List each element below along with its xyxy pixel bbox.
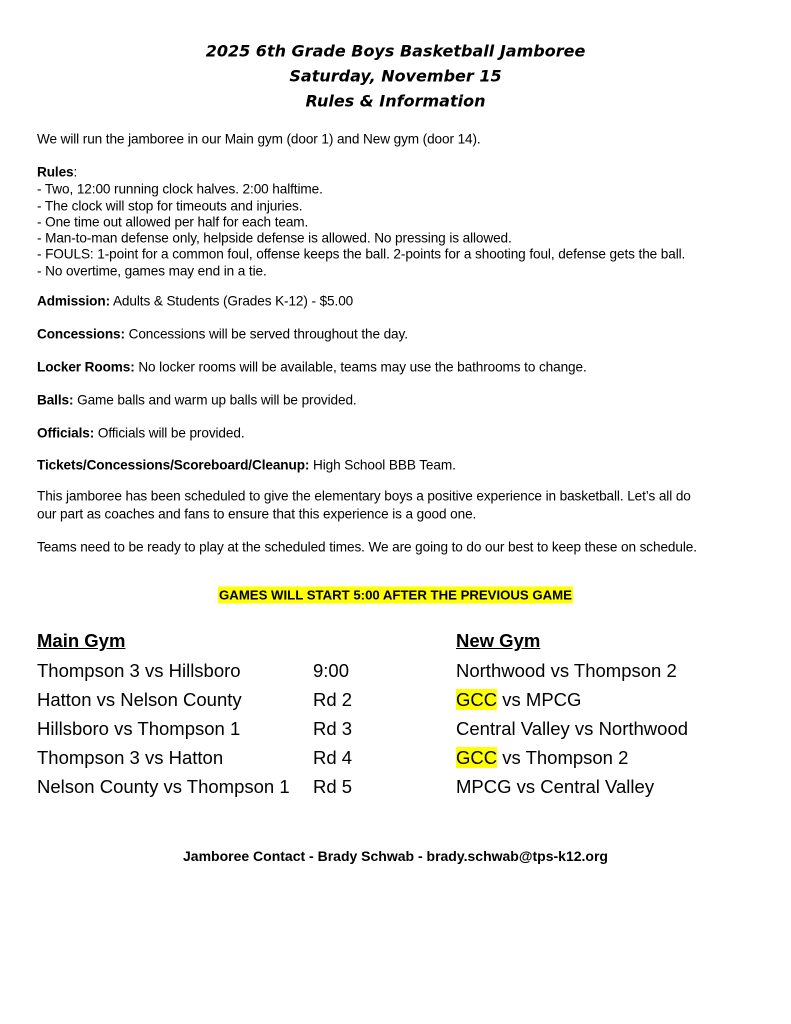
jamboree-contact: Jamboree Contact - Brady Schwab - brady.schwab@tps-k12.org (183, 848, 608, 864)
new-gym-game (456, 776, 654, 798)
purpose-paragraph-line: This jamboree has been scheduled to give the elementary boys a positive experience in basketball. Let’s all do (37, 488, 691, 504)
balls-info: Balls: Game balls and warm up balls will be provided. (37, 392, 357, 408)
rule-item: - No overtime, games may end in a tie. (37, 263, 267, 279)
document-title: 2025 6th Grade Boys Basketball Jamboree (205, 41, 586, 61)
new-gym-game (456, 747, 628, 769)
rule-item: - The clock will stop for timeouts and injuries. (37, 198, 303, 214)
new-gym-game-text: Northwood vs Thompson 2 (456, 660, 677, 681)
new-gym-game (456, 660, 677, 682)
purpose-paragraph-line: our part as coaches and fans to ensure that this experience is a good one. (37, 506, 477, 522)
rule-item: - Two, 12:00 running clock halves. 2:00 halftime. (37, 181, 323, 197)
new-gym-game-text: MPCG vs Central Valley (456, 776, 655, 797)
main-gym-game: Hatton vs Nelson County (37, 689, 242, 710)
new-gym-game-text: vs MPCG (497, 689, 582, 710)
game-time: Rd 4 (313, 747, 353, 768)
new-gym-game-text: vs Thompson 2 (497, 747, 629, 768)
new-gym-game (456, 718, 688, 740)
new-gym-game-text: Central Valley vs Northwood (456, 718, 689, 739)
rule-item: - One time out allowed per half for each team. (37, 214, 309, 230)
officials-info: Officials: Officials will be provided. (37, 425, 245, 441)
main-gym-header: Main Gym (37, 630, 126, 651)
new-gym-header: New Gym (456, 630, 541, 651)
rules-heading: Rules: (37, 164, 78, 180)
main-gym-game: Thompson 3 vs Hillsboro (37, 660, 241, 681)
game-time: Rd 5 (313, 776, 353, 797)
rule-item: - FOULS: 1-point for a common foul, offense keeps the ball. 2-points for a shooting foul, defense gets the ball. (37, 246, 686, 262)
main-gym-game: Nelson County vs Thompson 1 (37, 776, 290, 797)
rule-item: - Man-to-man defense only, helpside defense is allowed. No pressing is allowed. (37, 230, 512, 246)
document-subtitle: Rules & Information (305, 91, 486, 111)
staffing-info: Tickets/Concessions/Scoreboard/Cleanup: High School BBB Team. (37, 457, 456, 473)
admission-info: Admission: Adults & Students (Grades K-12) - $5.00 (37, 293, 354, 309)
start-time-banner: GAMES WILL START 5:00 AFTER THE PREVIOUS GAME (219, 587, 572, 603)
event-date: Saturday, November 15 (289, 66, 502, 86)
highlighted-team: GCC (456, 689, 498, 710)
intro-text: We will run the jamboree in our Main gym (door 1) and New gym (door 14). (37, 131, 481, 147)
ready-text: Teams need to be ready to play at the scheduled times. We are going to do our best to keep these on schedule. (37, 539, 697, 555)
main-gym-game: Hillsboro vs Thompson 1 (37, 718, 241, 739)
game-time: Rd 3 (313, 718, 353, 739)
highlighted-team: GCC (456, 747, 498, 768)
locker-rooms-info: Locker Rooms: No locker rooms will be available, teams may use the bathrooms to change. (37, 359, 587, 375)
concessions-info: Concessions: Concessions will be served throughout the day. (37, 326, 408, 342)
game-time: Rd 2 (313, 689, 353, 710)
game-time: 9:00 (313, 660, 350, 681)
new-gym-game (456, 689, 581, 711)
main-gym-game: Thompson 3 vs Hatton (37, 747, 224, 768)
